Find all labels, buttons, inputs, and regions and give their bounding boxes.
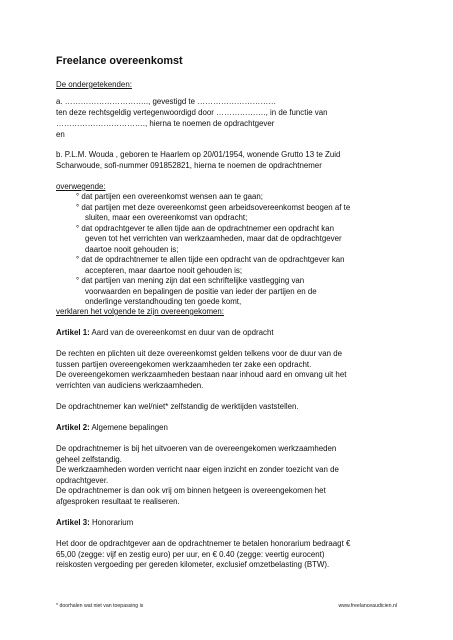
article-label: Artikel 1: [56, 328, 90, 337]
party-a-line: ten deze rechtsgeldig vertegenwoordigd door ………………., in de functie van [56, 108, 328, 117]
article-text-line: opdrachtgever. [56, 476, 109, 485]
article-text-line: reiskosten vergoeding per gereden kilometer, exclusief omzetbelasting (BTW). [56, 560, 330, 569]
article-heading [56, 518, 133, 528]
consideration-line: ° dat partijen van mening zijn dat een schriftelijke vastlegging van [76, 276, 305, 285]
page-title: Freelance overeenkomst [56, 55, 183, 67]
article-text-line: De werkzaamheden worden verricht naar eigen inzicht en zonder toezicht van de [56, 465, 339, 474]
party-a-line: ……………………………., hierna te noemen de opdrachtgever [56, 119, 275, 128]
article-text-line: De opdrachtnemer is bij het uitvoeren van de overeengekomen werkzaamheden [56, 444, 337, 453]
article-title: Algemene bepalingen [89, 423, 168, 432]
article-text-line: afgesproken resultaat te realiseren. [56, 497, 180, 506]
agreement-line: verklaren het volgende te zijn overeengekomen: [56, 307, 224, 316]
article-text-line: De opdrachtnemer is dan ook vrij om binnen hetgeen is overeengekomen het [56, 486, 326, 495]
article-text-line: De overeengekomen werkzaamheden bestaan naar inhoud aard en omvang uit het [56, 370, 347, 379]
article-heading [56, 328, 274, 338]
consideration-line: geven tot het verrichten van werkzaamheden, maar dat de opdrachtgever [85, 234, 342, 243]
consideration-line: accepteren, maar daartoe nooit gehouden is; [85, 266, 243, 275]
undersigned-heading: De ondergetekenden: [56, 80, 132, 89]
consideration-line: sluiten, maar een overeenkomst van opdracht; [85, 213, 248, 222]
article-text-line: geheel zelfstandig. [56, 455, 122, 464]
footer-note: * doorhalen wat niet van toepassing is [56, 603, 144, 609]
party-b-line: Scharwoude, sofi-nummer 091852821, hierna te noemen de opdrachtnemer [56, 161, 322, 170]
article-label: Artikel 3: [56, 518, 90, 527]
article-text-line: verrichten van audiciens werkzaamheden. [56, 381, 204, 390]
consideration-line: daartoe nooit gehouden is; [85, 245, 179, 254]
article-text-line: De opdrachtnemer kan wel/niet* zelfstandig de werktijden vaststellen. [56, 402, 299, 411]
article-text-line: tussen partijen overeengekomen werkzaamheden ter zake een opdracht. [56, 360, 312, 369]
article-label: Artikel 2: [56, 423, 90, 432]
article-text-line: De rechten en plichten uit deze overeenkomst gelden telkens voor de duur van de [56, 349, 342, 358]
party-b-line: b. P.L.M. Wouda , geboren te Haarlem op 20/01/1954, wonende Grutto 13 te Zuid [56, 150, 341, 159]
article-text-line: Het door de opdrachtgever aan de opdrachtnemer te betalen honorarium bedraagt € [56, 539, 351, 548]
footer-website: www.freelanceaudicien.nl [338, 603, 397, 609]
consideration-line: ° dat opdrachtgever te allen tijde aan de opdrachtnemer een opdracht kan [76, 224, 335, 233]
party-a-line: en [56, 130, 65, 139]
consideration-line: onderlinge verstandhouding ten goede komt, [85, 297, 242, 306]
consideration-line: ° dat de opdrachtnemer te allen tijde een opdracht van de opdrachtgever kan [76, 255, 345, 264]
considering-heading: overwegende: [56, 182, 106, 191]
consideration-line: ° dat partijen een overeenkomst wensen aan te gaan; [76, 192, 263, 201]
article-title: Honorarium [89, 518, 134, 527]
article-title: Aard van de overeenkomst en duur van de opdracht [89, 328, 274, 337]
article-heading [56, 423, 168, 433]
consideration-line: voorwaarden en bepalingen de positie van ieder der partijen en de [85, 287, 317, 296]
article-text-line: 65,00 (zegge: vijf en zestig euro) per uur, en € 0.40 (zegge: veertig eurocent) [56, 550, 325, 559]
consideration-line: ° dat partijen met deze overeenkomst geen arbeidsovereenkomst beogen af te [76, 203, 351, 212]
party-a-line: a. ………………………….., gevestigd te ………………………… [56, 97, 277, 106]
